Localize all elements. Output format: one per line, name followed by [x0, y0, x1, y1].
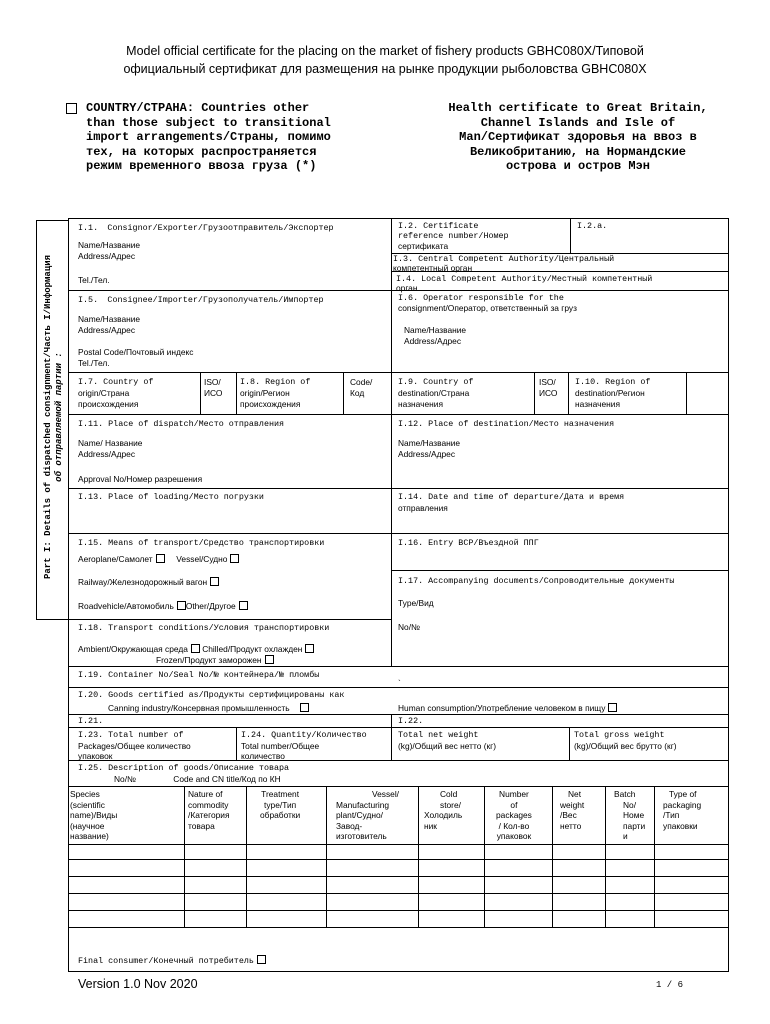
col-line: Завод-: [336, 820, 363, 831]
title-line-1: Model official certificate for the placing on the market of fishery products GBHC080X/Типовой: [126, 44, 644, 58]
ambient-checkbox[interactable]: [191, 644, 200, 653]
road-vehicle-label: Roadvehicle/Автомобиль: [78, 601, 174, 611]
col-line: ник: [424, 820, 437, 831]
health-line: Man/Сертификат здоровья на ввоз в: [459, 130, 697, 144]
container-seal-title: I.19. Container No/Seal No/№ контейнера/№ пломбы: [78, 670, 320, 680]
net-weight-line: Total net weight: [398, 730, 479, 740]
country-line: тех, на которых распространяется: [86, 144, 317, 159]
railway-checkbox[interactable]: [210, 577, 219, 586]
col-net-weight: [560, 789, 584, 831]
doc-number-label: No/№: [398, 622, 421, 632]
side-label-line: Part I: Details of dispatched consignment/Часть I/Информация: [43, 254, 53, 580]
col-line: /Вес: [560, 810, 577, 820]
side-label-line: об отправляемой партии :: [54, 352, 64, 482]
frozen-checkbox[interactable]: [265, 655, 274, 664]
frozen-label: Frozen/Продукт заморожен: [156, 655, 262, 665]
part-one-label: [43, 217, 65, 617]
other-label: Other/Другое: [185, 601, 236, 611]
dispatch-name-label: Name/ Название: [78, 438, 143, 448]
human-consumption-label: Human consumption/Употребление человеком в пищу: [398, 703, 606, 713]
col-line: type/Тип: [264, 799, 297, 810]
col-line: Холодиль: [424, 810, 463, 820]
col-species: [70, 789, 117, 842]
cert-ref-line: I.2. Certificate: [398, 221, 479, 231]
country-line: COUNTRY/СТРАНА: Countries other: [86, 101, 310, 115]
field-i22: I.22.: [398, 716, 424, 726]
part-one-side-panel: [36, 220, 69, 620]
consignee-name-label: Name/Название: [78, 314, 141, 324]
operator-address-label: Address/Адрес: [404, 336, 462, 346]
col-batch: [614, 789, 645, 842]
col-nature: [188, 789, 229, 831]
final-consumer-row: [78, 955, 266, 967]
col-line: Number: [499, 789, 529, 799]
road-vehicle-checkbox[interactable]: [177, 601, 186, 610]
container-mark: `: [398, 678, 401, 688]
country-line: режим временного ввоза груза (*): [86, 159, 317, 173]
cn-code-label: Code and CN title/Код по КН: [173, 774, 281, 784]
transport-conditions-title: I.18. Transport conditions/Условия транспортировки: [78, 623, 330, 633]
country-dest-line: I.9. Country of: [398, 377, 474, 387]
col-line: packaging: [663, 799, 702, 810]
packages-line: I.23. Total number of: [78, 730, 184, 740]
region-origin-line: происхождения: [240, 399, 301, 409]
aeroplane-checkbox[interactable]: [156, 554, 165, 563]
local-authority-line: орган: [396, 283, 418, 293]
col-line: commodity: [188, 799, 229, 810]
col-line: и: [623, 831, 628, 841]
vessel-checkbox[interactable]: [230, 554, 239, 563]
col-line: name)/Виды: [70, 810, 118, 820]
transport-railway-row: [78, 577, 219, 588]
country-checkbox[interactable]: [66, 103, 77, 114]
col-treatment: [260, 789, 300, 821]
health-line: Великобританию, на Нормандские: [469, 144, 687, 159]
vessel-label: Vessel/Судно: [176, 554, 228, 564]
title-line-2: официальный сертификат для размещения на рынке продукции рыболовства GBHC080X: [123, 62, 647, 76]
col-line: weight: [560, 799, 585, 810]
cert-ref-line: сертификата: [398, 241, 449, 251]
packages-line: упаковок: [78, 751, 113, 761]
col-line: /Тип: [663, 810, 680, 820]
code-label: Код: [350, 388, 365, 398]
doc-type-label: Type/Вид: [398, 598, 434, 608]
col-packaging: [663, 789, 701, 831]
country-origin-line: происхождения: [78, 399, 139, 409]
description-goods-title: I.25. Description of goods/Описание товара: [78, 763, 290, 773]
col-line: (scientific: [70, 799, 105, 810]
col-line: Net: [568, 789, 582, 799]
health-line: Channel Islands and Isle of: [480, 115, 676, 130]
col-line: изготовитель: [336, 831, 387, 841]
region-origin-line: origin/Регион: [240, 388, 290, 398]
col-number-packages: [496, 789, 532, 842]
col-line: Manufacturing: [336, 799, 390, 810]
col-line: Batch: [614, 789, 636, 799]
col-line: упаковки: [663, 820, 698, 831]
region-dest-line: назначения: [575, 399, 620, 409]
iso-label: ИСО: [204, 388, 223, 398]
col-line: store/: [440, 799, 461, 810]
col-vessel: [336, 789, 399, 842]
departure-title-line2: отправления: [398, 503, 448, 513]
conditions-row: [78, 644, 314, 655]
col-line: packages: [496, 810, 532, 820]
no-label: No/№: [114, 774, 137, 784]
col-line: название): [70, 831, 109, 841]
country-dest-line: destination/Страна: [398, 388, 470, 398]
operator-name-label: Name/Название: [404, 325, 467, 335]
country-line: import arrangements/Страны, помимо: [86, 130, 331, 144]
country-block: [86, 101, 386, 174]
field-i2a: I.2.a.: [577, 221, 608, 231]
health-certificate-title: [428, 101, 728, 174]
country-origin-line: origin/Страна: [78, 388, 130, 398]
country-dest-line: назначения: [398, 399, 443, 409]
field-i5-title: [78, 294, 324, 306]
field-number: I.5.: [78, 295, 99, 305]
consignee-postal-label: Postal Code/Почтовый индекс: [78, 347, 194, 357]
destination-address-label: Address/Адрес: [398, 449, 456, 459]
local-authority-line: I.4. Local Competent Authority/Местный компетентный: [396, 274, 653, 284]
gross-weight-line: (kg)/Общий вес брутто (кг): [574, 741, 677, 751]
quantity-line: количество: [241, 751, 285, 761]
aeroplane-label: Aeroplane/Самолет: [78, 554, 153, 564]
document-title: [0, 42, 770, 78]
field-label: Consignor/Exporter/Грузоотправитель/Экспортер: [107, 223, 334, 233]
consignor-address-label: Address/Адрес: [78, 251, 136, 261]
version-label: Version 1.0 Nov 2020: [78, 977, 198, 991]
packages-line: Packages/Общее количество: [78, 741, 191, 751]
col-line: нетто: [560, 820, 582, 831]
health-line: острова и остров Мэн: [505, 159, 651, 173]
col-line: Type of: [669, 789, 697, 799]
transport-road-row: [78, 601, 248, 612]
consignor-tel-label: Tel./Тел.: [78, 275, 110, 285]
human-consumption-row: [398, 703, 617, 714]
col-line: / Кол-во: [498, 820, 530, 831]
ambient-label: Ambient/Окружающая среда: [78, 644, 188, 654]
operator-line: consignment/Оператор, ответственный за груз: [398, 303, 577, 313]
col-line: plant/Судно/: [336, 810, 383, 820]
region-dest-line: destination/Регион: [575, 388, 645, 398]
col-line: of: [510, 799, 518, 810]
country-line: than those subject to transitional: [86, 115, 331, 130]
quantity-line: I.24. Quantity/Количество: [241, 730, 367, 740]
country-origin-line: I.7. Country of: [78, 377, 154, 387]
chilled-label: Chilled/Продукт охлажден: [202, 644, 303, 654]
departure-title: I.14. Date and time of departure/Дата и время: [398, 492, 625, 502]
cert-ref-line: reference number/Номер: [398, 231, 509, 241]
field-i1-title: [78, 222, 334, 234]
central-authority-line: I.3. Central Competent Authority/Центральный: [393, 254, 615, 264]
chilled-checkbox[interactable]: [305, 644, 314, 653]
col-line: Номе: [623, 810, 645, 820]
code-label: Code/: [350, 377, 373, 387]
iso-label: ISO/: [539, 377, 556, 387]
other-checkbox[interactable]: [239, 601, 248, 610]
place-loading-title: I.13. Place of loading/Место погрузки: [78, 492, 264, 502]
consignee-address-label: Address/Адрес: [78, 325, 136, 335]
col-line: Cold: [440, 789, 458, 799]
destination-name-label: Name/Название: [398, 438, 461, 448]
dispatch-approval-label: Approval No/Номер разрешения: [78, 474, 203, 484]
canning-checkbox[interactable]: [300, 703, 309, 712]
field-label: Consignee/Importer/Грузополучатель/Импортер: [107, 295, 324, 305]
place-dispatch-title: I.11. Place of dispatch/Место отправления: [78, 419, 285, 429]
region-origin-line: I.8. Region of: [240, 377, 311, 387]
canning-row: [108, 703, 309, 714]
net-weight-line: (kg)/Общий вес нетто (кг): [398, 741, 497, 751]
health-line: Health certificate to Great Britain,: [448, 101, 708, 115]
railway-label: Railway/Железнодорожный вагон: [78, 577, 208, 587]
field-number: I.1.: [78, 223, 99, 233]
col-line: Vessel/: [372, 789, 400, 799]
consignee-tel-label: Tel./Тел.: [78, 358, 110, 368]
col-cold-store: [424, 789, 462, 831]
col-line: парти: [623, 820, 646, 831]
col-line: обработки: [260, 810, 301, 820]
gross-weight-line: Total gross weight: [574, 730, 665, 740]
frozen-row: [156, 655, 274, 666]
transport-aeroplane-row: [78, 554, 239, 565]
col-line: (научное: [70, 820, 105, 831]
col-line: Treatment: [261, 789, 300, 799]
canning-label: Canning industry/Консервная промышленность: [108, 703, 290, 713]
human-consumption-checkbox[interactable]: [608, 703, 617, 712]
page-number: 1 / 6: [656, 980, 684, 990]
field-i21: I.21.: [78, 716, 104, 726]
col-line: Nature of: [188, 789, 223, 799]
col-line: товара: [188, 820, 215, 831]
col-line: No/: [623, 799, 637, 810]
means-transport-title: I.15. Means of transport/Средство транспортировки: [78, 538, 325, 548]
place-destination-title: I.12. Place of destination/Место назначения: [398, 419, 615, 429]
quantity-line: Total number/Общее: [241, 741, 320, 751]
goods-certified-title: I.20. Goods certified as/Продукты сертифицированы как: [78, 690, 345, 700]
entry-bcp-title: I.16. Entry BCP/Въездной ППГ: [398, 538, 539, 548]
description-subheader: [114, 774, 281, 785]
operator-line: I.6. Operator responsible for the: [398, 293, 564, 303]
central-authority-line: компетентный орган: [393, 263, 473, 273]
col-line: Species: [70, 789, 100, 799]
col-line: упаковок: [496, 831, 532, 841]
accompanying-docs-title: I.17. Accompanying documents/Сопроводительные документы: [398, 576, 675, 586]
iso-label: ИСО: [539, 388, 558, 398]
final-consumer-checkbox[interactable]: [257, 955, 266, 964]
consignor-name-label: Name/Название: [78, 240, 141, 250]
final-consumer-label: Final consumer/Конечный потребитель: [78, 956, 254, 966]
iso-label: ISO/: [204, 377, 221, 387]
col-line: /Категория: [188, 810, 230, 820]
dispatch-address-label: Address/Адрес: [78, 449, 136, 459]
region-dest-line: I.10. Region of: [575, 377, 651, 387]
